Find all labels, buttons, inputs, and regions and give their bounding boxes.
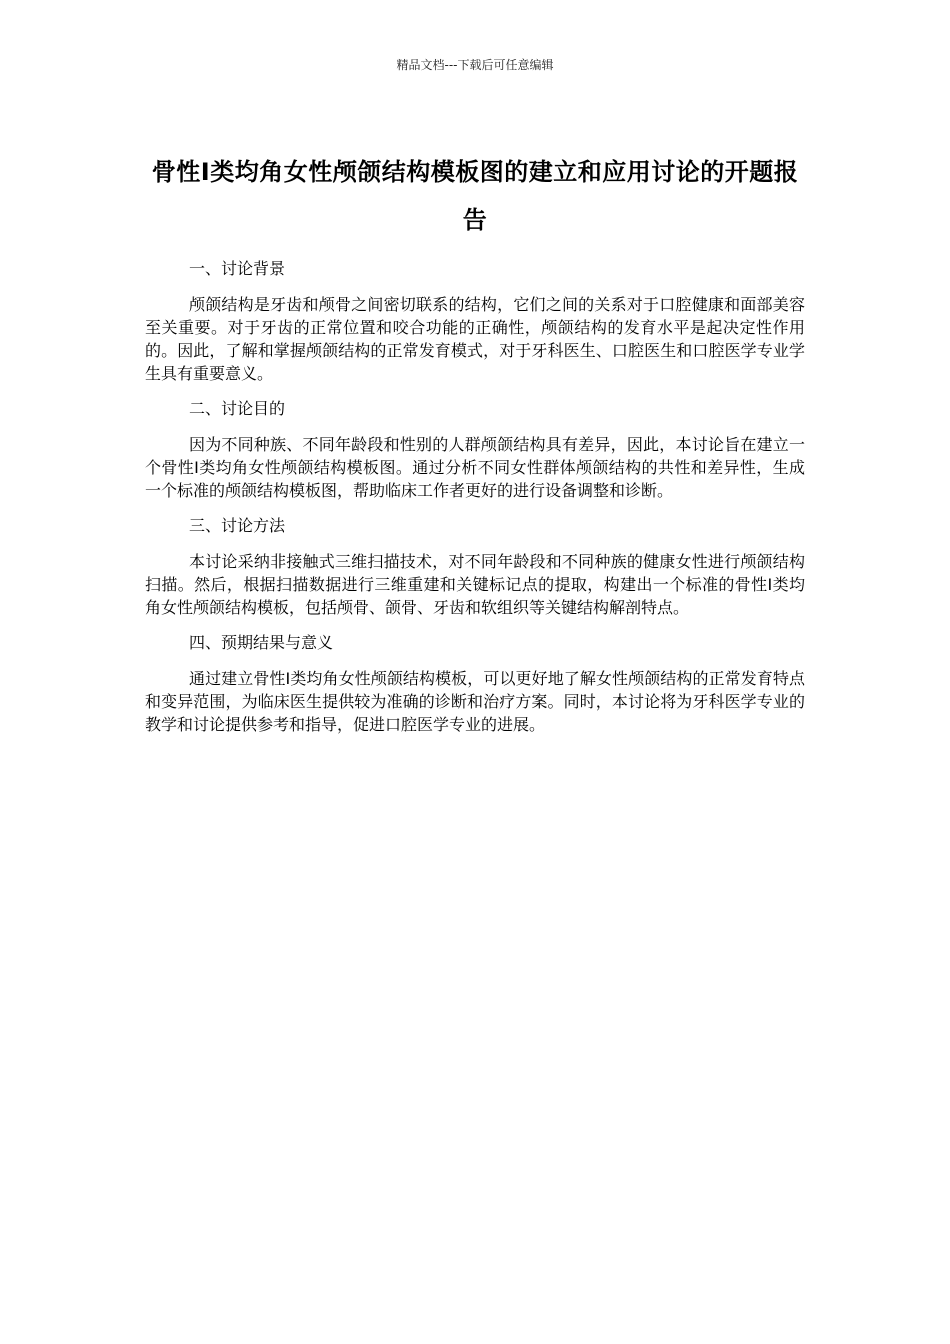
header-note: 精品文档---下载后可任意编辑 <box>396 58 554 72</box>
section-body-purpose: 因为不同种族、不同年龄段和性别的人群颅颌结构具有差异，因此，本讨论旨在建立一个骨性Ⅰ类均角女性颅颌结构模板图。通过分析不同女性群体颅颌结构的共性和差异性，生成一个标准的颅颌结构模板图，帮助临床工作者更好的进行设备调整和诊断。 <box>145 435 805 500</box>
section-body-method: 本讨论采纳非接触式三维扫描技术，对不同年龄段和不同种族的健康女性进行颅颌结构扫描。然后，根据扫描数据进行三维重建和关键标记点的提取，构建出一个标准的骨性Ⅰ类均角女性颅颌结构模板，包括颅骨、颌骨、牙齿和软组织等关键结构解剖特点。 <box>145 552 805 617</box>
section-body-background: 颅颌结构是牙齿和颅骨之间密切联系的结构，它们之间的关系对于口腔健康和面部美容至关重要。对于牙齿的正常位置和咬合功能的正确性，颅颌结构的发育水平是起决定性作用的。因此，了解和掌握颅颌结构的正常发育模式，对于牙科医生、口腔医生和口腔医学专业学生具有重要意义。 <box>145 295 805 383</box>
section-heading-method: 三、讨论方法 <box>189 516 286 535</box>
document-content <box>145 257 805 748</box>
document-title: 骨性Ⅰ类均角女性颅颌结构模板图的建立和应用讨论的开题报告 <box>151 158 799 235</box>
section-body-expected-results: 通过建立骨性Ⅰ类均角女性颅颌结构模板，可以更好地了解女性颅颌结构的正常发育特点和变异范围，为临床医生提供较为准确的诊断和治疗方案。同时，本讨论将为牙科医学专业的教学和讨论提供参考和指导，促进口腔医学专业的进展。 <box>145 669 805 734</box>
section-heading-purpose: 二、讨论目的 <box>189 399 286 418</box>
section-heading-background: 一、讨论背景 <box>189 259 286 278</box>
section-heading-expected-results: 四、预期结果与意义 <box>189 633 334 652</box>
